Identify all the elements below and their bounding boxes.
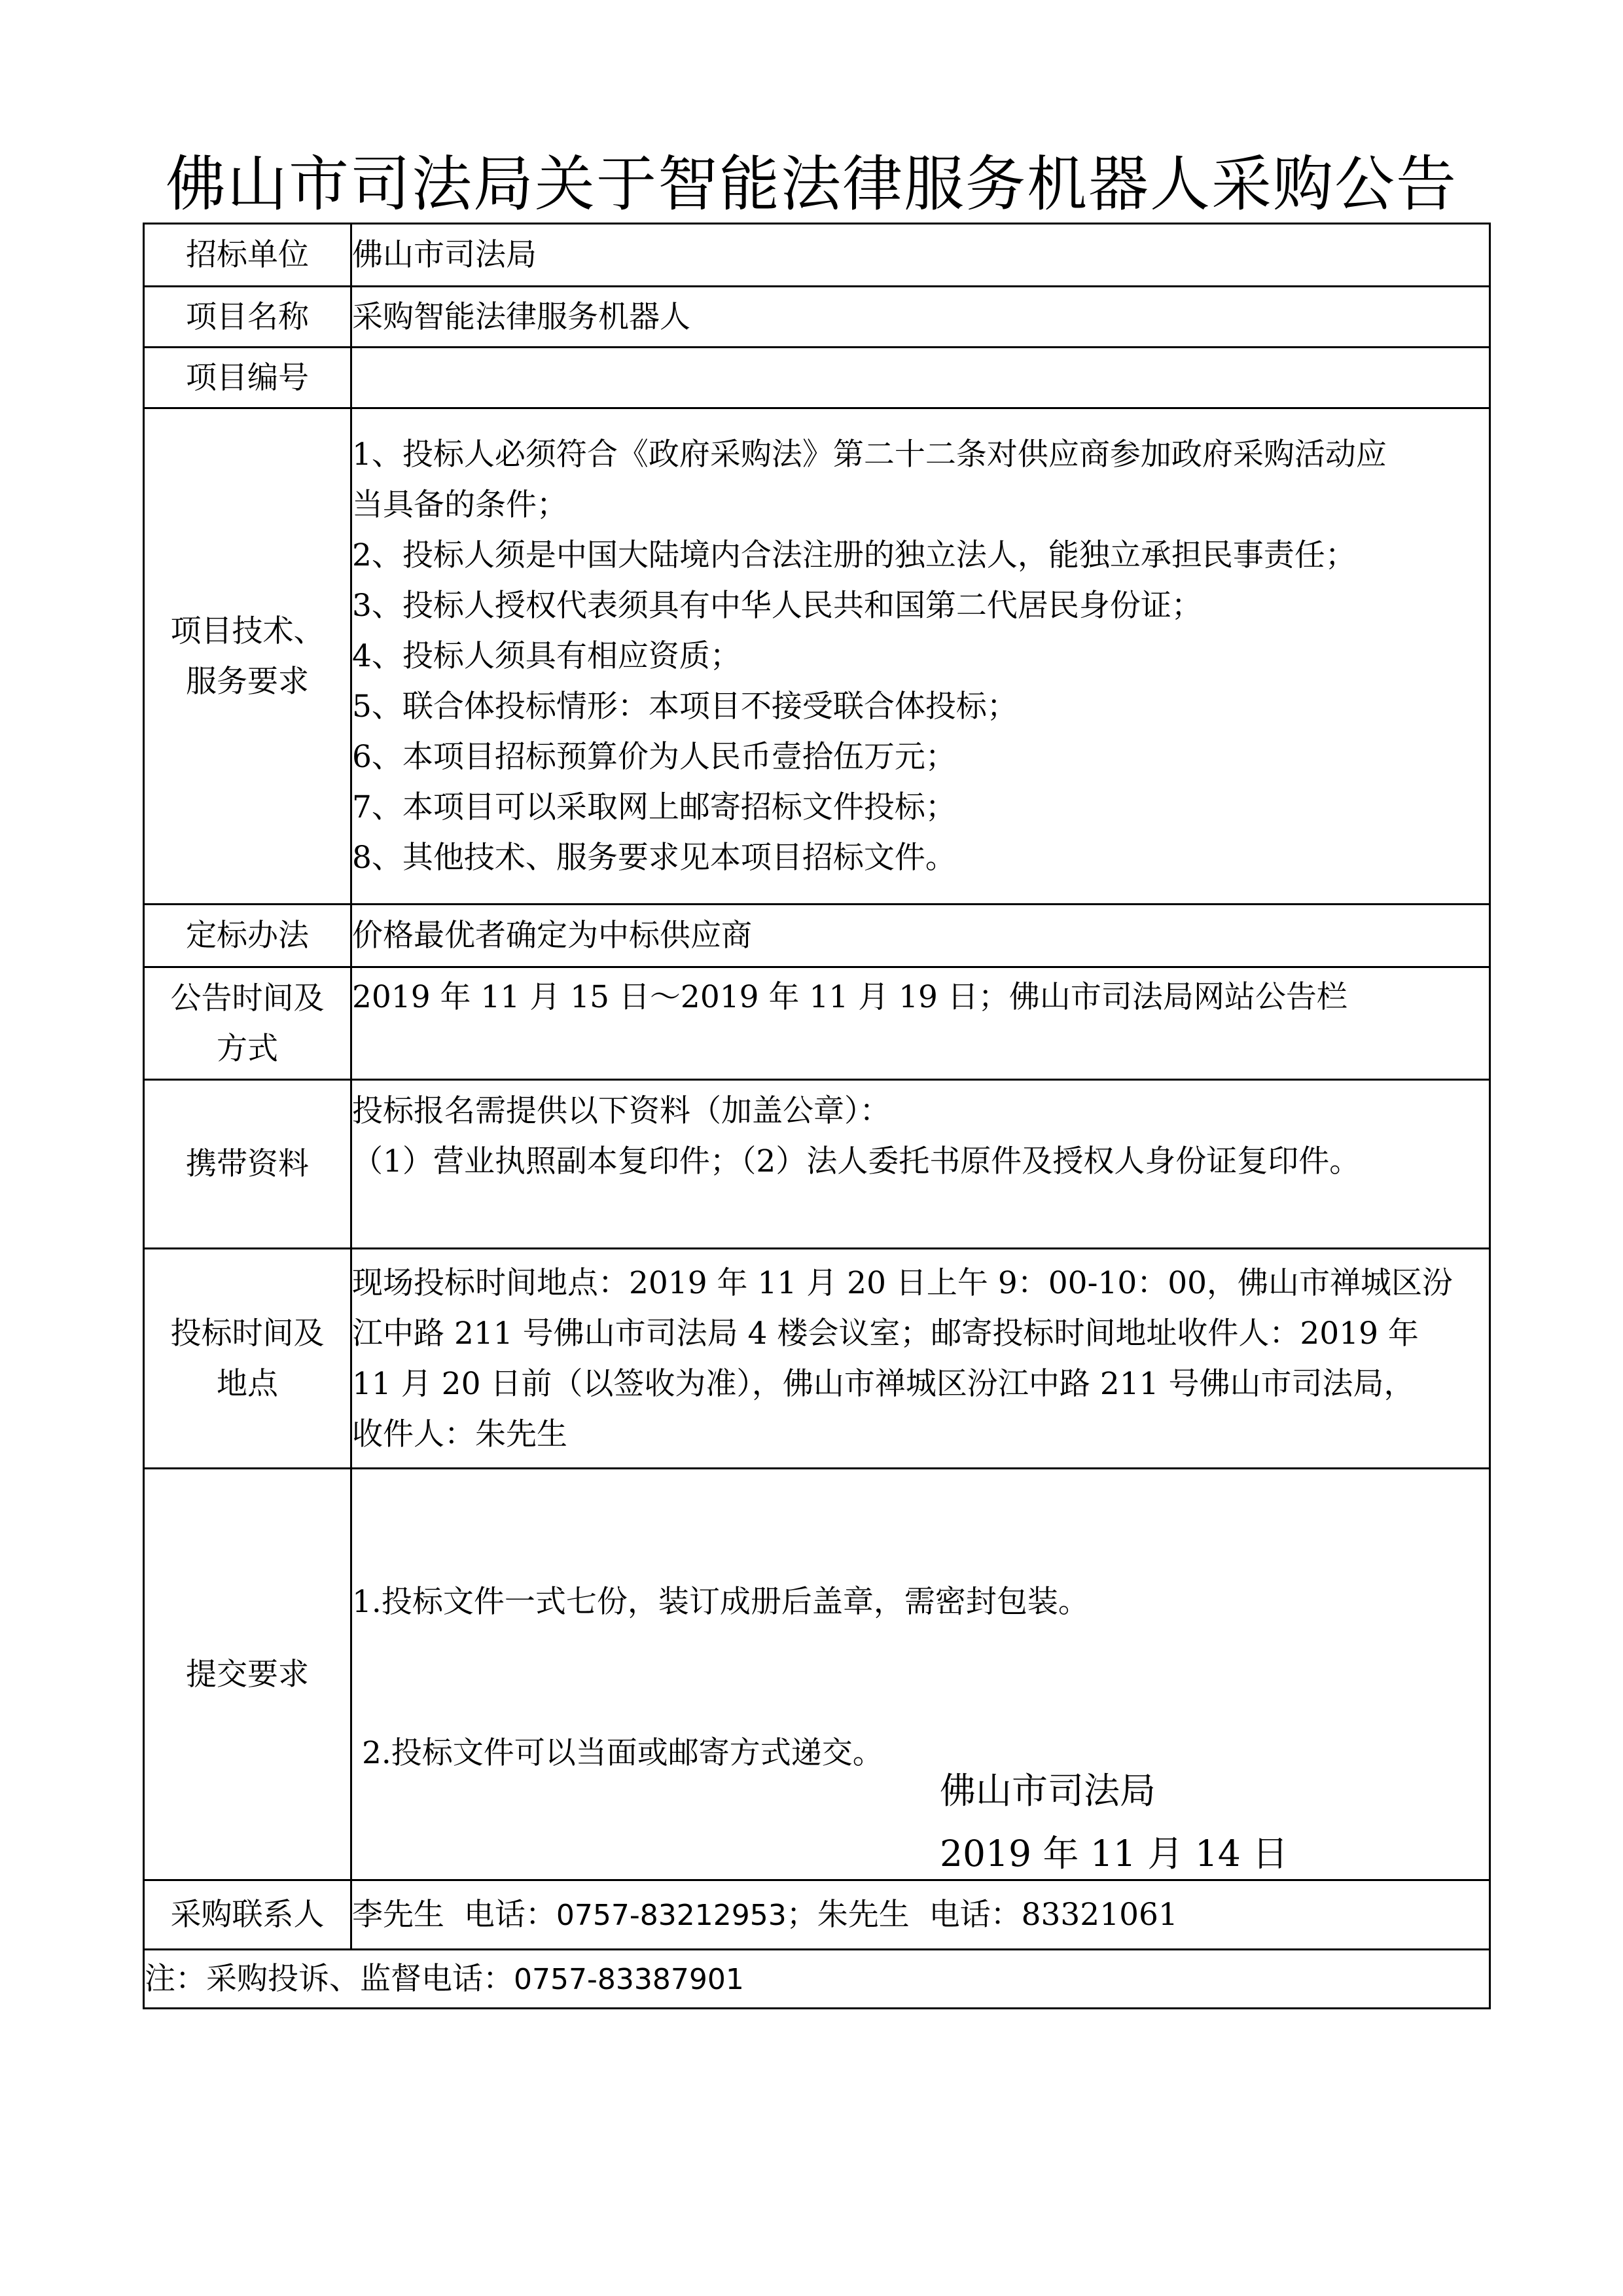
requirement-item: 1、投标人必须符合《政府采购法》第二十二条对供应商参加政府采购活动应 — [352, 437, 1387, 473]
value-submission — [351, 1469, 1490, 1880]
note-phone: 0757-83387901 — [514, 1962, 744, 1996]
label-requirements-line1: 项目技术、 — [170, 613, 325, 649]
requirement-item: 6、本项目招标预算价为人民币壹拾伍万元； — [352, 739, 956, 775]
bid-time-place-line: 江中路 211 号佛山市司法局 4 楼会议室；邮寄投标时间地址收件人：2019 年 — [352, 1315, 1419, 1352]
label-requirements-line2: 服务要求 — [186, 663, 309, 700]
label-bid-time-place-line1: 投标时间及 — [170, 1315, 325, 1352]
notice-table — [143, 223, 1491, 2009]
label-project-name: 项目名称 — [144, 287, 351, 348]
label-notice-period-line1: 公告时间及 — [170, 980, 325, 1016]
label-submission: 提交要求 — [144, 1469, 351, 1880]
value-materials — [351, 1080, 1490, 1249]
complaint-note — [144, 1950, 1490, 2009]
contacts-phone-1: 0757-83212953 — [556, 1898, 787, 1932]
label-award-method: 定标办法 — [144, 905, 351, 967]
table-row — [144, 1950, 1490, 2009]
label-bid-unit: 招标单位 — [144, 224, 351, 287]
label-bid-time-place-line2: 地点 — [217, 1365, 278, 1402]
table-row — [144, 1880, 1490, 1950]
label-notice-period — [144, 967, 351, 1080]
signature-date: 2019 年 11 月 14 日 — [940, 1833, 1289, 1874]
signature-org: 佛山市司法局 — [940, 1770, 1156, 1812]
bid-time-place-line: 现场投标时间地点：2019 年 11 月 20 日上午 9：00-10：00，佛山市禅城区汾 — [352, 1265, 1454, 1301]
note-prefix: 注：采购投诉、监督电话： — [145, 1960, 514, 1997]
requirement-item: 2、投标人须是中国大陆境内合法注册的独立法人，能独立承担民事责任； — [352, 537, 1356, 573]
submission-line: 1.投标文件一式七份，装订成册后盖章，需密封包装。 — [352, 1584, 1089, 1620]
bid-time-place-line: 11 月 20 日前（以签收为准），佛山市禅城区汾江中路 211 号佛山市司法局， — [352, 1365, 1415, 1402]
contacts-prefix: 李先生 电话： — [352, 1896, 556, 1933]
value-project-number — [351, 348, 1490, 408]
label-contacts: 采购联系人 — [144, 1880, 351, 1950]
value-contacts — [351, 1880, 1490, 1950]
table-row — [144, 408, 1490, 905]
table-row — [144, 1080, 1490, 1249]
label-bid-time-place — [144, 1249, 351, 1469]
table-row — [144, 287, 1490, 348]
value-notice-period: 2019 年 11 月 15 日～2019 年 11 月 19 日；佛山市司法局网站公告栏 — [351, 967, 1490, 1080]
submission-line: 2.投标文件可以当面或邮寄方式递交。 — [352, 1735, 883, 1771]
table-row — [144, 348, 1490, 408]
value-award-method: 价格最优者确定为中标供应商 — [351, 905, 1490, 967]
requirement-item: 3、投标人授权代表须具有中华人民共和国第二代居民身份证； — [352, 588, 1202, 624]
page-title: 佛山市司法局关于智能法律服务机器人采购公告 — [165, 149, 1457, 219]
materials-line: 投标报名需提供以下资料（加盖公章）： — [352, 1093, 891, 1129]
table-row — [144, 967, 1490, 1080]
label-notice-period-line2: 方式 — [217, 1030, 278, 1067]
table-row — [144, 905, 1490, 967]
value-bid-time-place — [351, 1249, 1490, 1469]
table-row — [144, 1469, 1490, 1880]
requirement-item: 8、其他技术、服务要求见本项目招标文件。 — [352, 840, 956, 876]
bid-time-place-line: 收件人：朱先生 — [352, 1416, 567, 1452]
label-materials: 携带资料 — [144, 1080, 351, 1249]
value-bid-unit: 佛山市司法局 — [351, 224, 1490, 287]
table-row — [144, 1249, 1490, 1469]
label-requirements — [144, 408, 351, 905]
value-project-name: 采购智能法律服务机器人 — [351, 287, 1490, 348]
requirement-item: 当具备的条件； — [352, 487, 567, 523]
materials-line: （1）营业执照副本复印件；（2）法人委托书原件及授权人身份证复印件。 — [352, 1143, 1361, 1179]
requirement-item: 5、联合体投标情形：本项目不接受联合体投标； — [352, 689, 1018, 725]
value-requirements — [351, 408, 1490, 905]
contacts-rest: ；朱先生 电话：83321061 — [786, 1896, 1178, 1933]
table-row — [144, 224, 1490, 287]
label-project-number: 项目编号 — [144, 348, 351, 408]
requirement-item: 7、本项目可以采取网上邮寄招标文件投标； — [352, 789, 956, 825]
requirement-item: 4、投标人须具有相应资质； — [352, 638, 741, 674]
